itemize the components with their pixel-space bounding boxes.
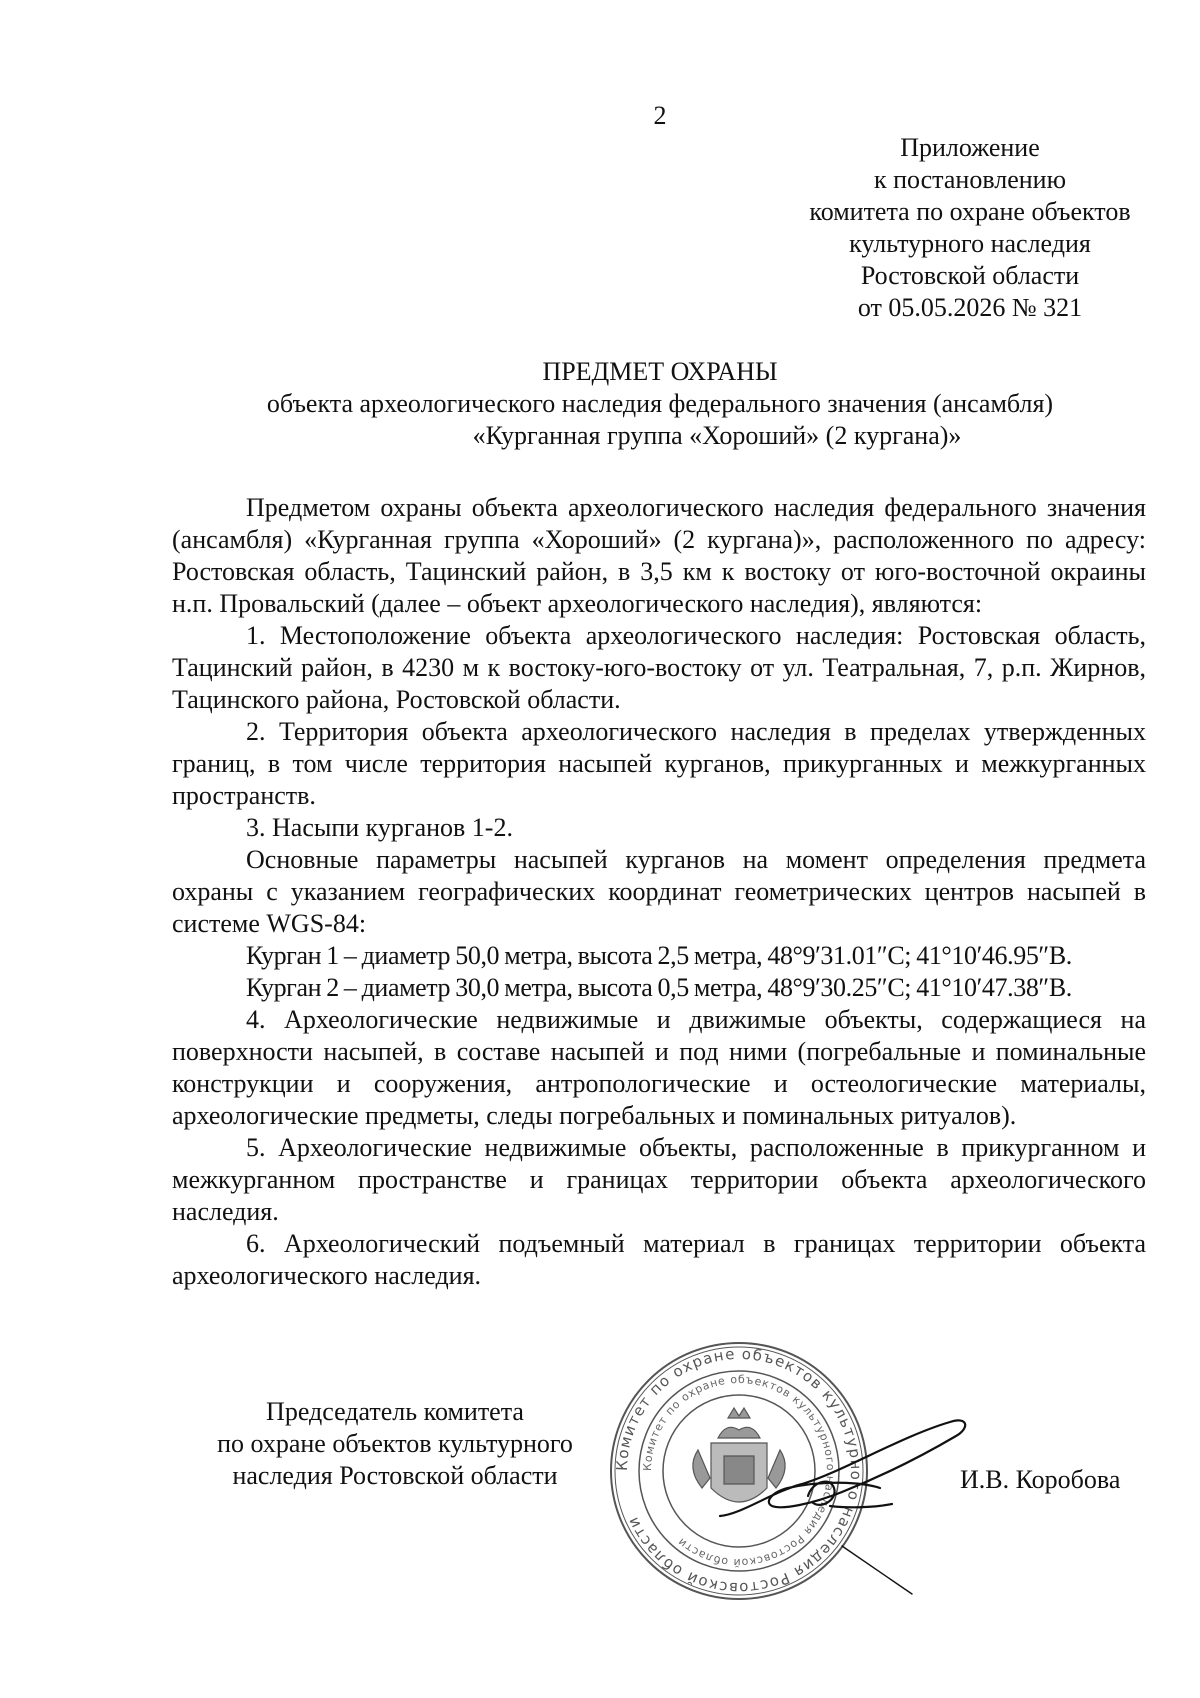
appendix-line: Приложение	[900, 133, 1040, 162]
title-heading: ПРЕДМЕТ ОХРАНЫ	[542, 357, 778, 386]
appendix-line: культурного наследия	[849, 229, 1091, 258]
appendix-header	[750, 132, 1190, 324]
title-subtitle-line: объекта археологического наследия федерального значения (ансамбля)	[266, 389, 1054, 418]
seal-inner-text: Комитет по охране объектов культурного наследия Ростовской области	[640, 1372, 838, 1570]
page-number: 2	[653, 101, 667, 130]
title-subtitle-line: «Курганная группа «Хороший» (2 кургана)»	[472, 421, 962, 450]
item-5-paragraph: 5. Археологические недвижимые объекты, расположенные в прикурганном и межкурганном пространстве и границах территории объекта археологического наследия.	[172, 1133, 1146, 1226]
document-body	[172, 492, 1146, 1292]
item-3-paragraph: 3. Насыпи курганов 1-2.	[246, 813, 513, 842]
appendix-line: к постановлению	[873, 165, 1067, 194]
signatory-name: И.В. Коробова	[960, 1465, 1121, 1494]
position-line: наследия Ростовской области	[232, 1461, 558, 1490]
appendix-line: комитета по охране объектов	[809, 197, 1131, 226]
handwritten-signature	[712, 1396, 972, 1606]
kurgan-2-line: Курган 2 – диаметр 30,0 метра, высота 0,5 метра, 48°9′30.25″С; 41°10′47.38″В.	[246, 973, 1072, 1002]
position-line: Председатель комитета	[266, 1397, 524, 1426]
item-1-paragraph: 1. Местоположение объекта археологического наследия: Ростовская область, Тацинский район, в 4230 м к востоку-юго-востоку от ул. Театральная, 7, р.п. Жирнов, Тацинского района, Ростовской области.	[172, 621, 1146, 714]
document-title	[160, 356, 1160, 452]
intro-paragraph: Предметом охраны объекта археологического наследия федерального значения (ансамбля) «Курганная группа «Хороший» (2 кургана)», расположенного по адресу: Ростовская область, Тацинский район, в 3,5 км к востоку от юго-восточной окраины н.п. Провальский (далее – объект археологического наследия), являются:	[172, 493, 1146, 618]
parameters-paragraph: Основные параметры насыпей курганов на момент определения предмета охраны с указанием географических координат геометрических центров насыпей в системе WGS-84:	[172, 845, 1146, 938]
signature-position	[180, 1396, 610, 1492]
item-2-paragraph: 2. Территория объекта археологического наследия в пределах утвержденных границ, в том числе территория насыпей курганов, прикурганных и межкурганных пространств.	[172, 717, 1146, 810]
kurgan-1-line: Курган 1 – диаметр 50,0 метра, высота 2,5 метра, 48°9′31.01″С; 41°10′46.95″В.	[246, 941, 1072, 970]
item-6-paragraph: 6. Археологический подъемный материал в границах территории объекта археологического наследия.	[172, 1229, 1146, 1290]
seal-outer-text: Комитет по охране объектов культурного наследия Ростовской области	[612, 1344, 866, 1598]
appendix-line: Ростовской области	[860, 261, 1080, 290]
appendix-date-number: от 05.05.2026 № 321	[857, 293, 1083, 322]
position-line: по охране объектов культурного	[217, 1429, 573, 1458]
item-4-paragraph: 4. Археологические недвижимые и движимые объекты, содержащиеся на поверхности насыпей, в составе насыпей и под ними (погребальные и поминальные конструкции и сооружения, антропологические и остеологические материалы, археологические предметы, следы погребальных и поминальных ритуалов).	[172, 1005, 1146, 1130]
